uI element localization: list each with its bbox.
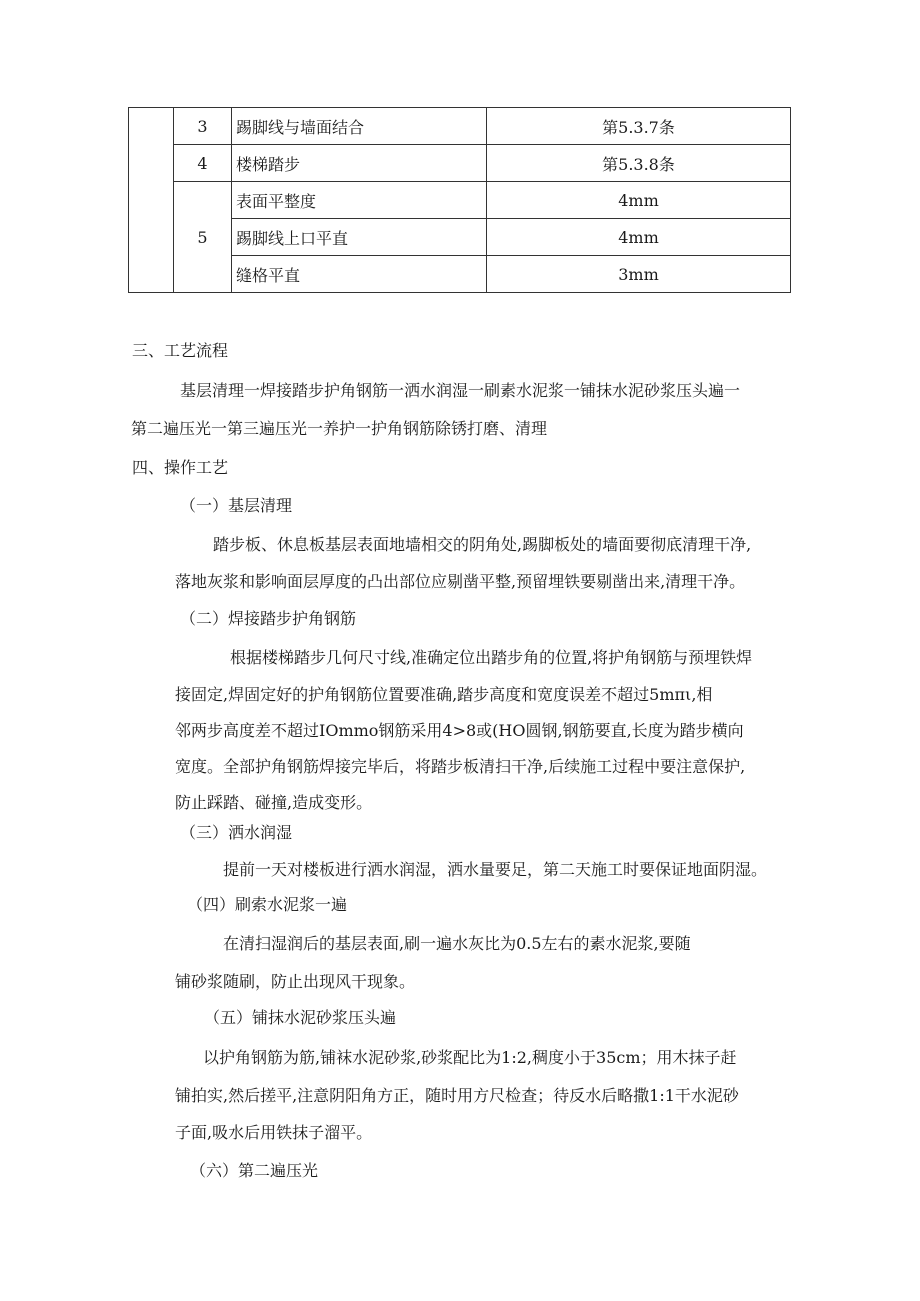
paragraph-line: 邻两步高度差不超过IOmmo钢筋采用4>8或(HO圆钢,钢筋要直,长度为踏步横向 bbox=[175, 721, 744, 740]
step-title: （五）铺抹水泥砂浆压头遍 bbox=[204, 1008, 397, 1027]
paragraph-line: 提前一天对楼板进行洒水润湿，洒水量要足，第二天施工时要保证地面阴湿。 bbox=[223, 860, 768, 879]
step-title: （六）第二遍压光 bbox=[190, 1161, 319, 1180]
step-title: （二）焊接踏步护角钢筋 bbox=[180, 609, 357, 628]
paragraph-line: 接固定,焊固定好的护角钢筋位置要准确,踏步高度和宽度误差不超过5mπι,相 bbox=[175, 685, 713, 704]
paragraph-line: 在清扫湿润后的基层表面,刷一遍水灰比为0.5左右的素水泥浆,要随 bbox=[223, 934, 691, 953]
table-row bbox=[129, 108, 791, 145]
spec-table bbox=[128, 107, 791, 293]
row-number: 5 bbox=[174, 182, 232, 293]
value-cell: 第5.3.8条 bbox=[487, 145, 791, 182]
paragraph-line: 防止踩踏、碰撞,造成变形。 bbox=[175, 793, 373, 812]
section-heading: 三、工艺流程 bbox=[132, 341, 229, 360]
item-cell: 踢脚线上口平直 bbox=[232, 219, 487, 256]
section-heading: 四、操作工艺 bbox=[132, 458, 229, 477]
step-title: （一）基层清理 bbox=[180, 496, 293, 515]
paragraph-line: 根据楼梯踏步几何尺寸线,准确定位出踏步角的位置,将护角钢筋与预埋铁焊 bbox=[230, 648, 753, 667]
paragraph-line: 宽度。全部护角钢筋焊接完毕后，将踏步板清扫干净,后续施工过程中要注意保护, bbox=[175, 757, 746, 776]
paragraph-line: 铺砂浆随刷，防止出现风干现象。 bbox=[175, 972, 416, 991]
item-cell: 踢脚线与墙面结合 bbox=[232, 108, 487, 145]
step-title: （四）刷索水泥浆一遍 bbox=[187, 895, 348, 914]
paragraph-line: 踏步板、休息板基层表面地墙相交的阴角处,踢脚板处的墙面要彻底清理干净, bbox=[213, 535, 752, 554]
table-row bbox=[129, 182, 791, 219]
paragraph-line: 基层清理一焊接踏步护角钢筋一洒水润湿一刷素水泥浆一铺抹水泥砂浆压头遍一 bbox=[180, 381, 741, 400]
value-cell: 3mm bbox=[487, 256, 791, 293]
step-title: （三）洒水润湿 bbox=[180, 823, 293, 842]
row-number: 4 bbox=[174, 145, 232, 182]
item-cell: 表面平整度 bbox=[232, 182, 487, 219]
paragraph-line: 铺拍实,然后搓平,注意阴阳角方正，随时用方尺检查；待反水后略撒1:1干水泥砂 bbox=[175, 1086, 739, 1105]
row-number: 3 bbox=[174, 108, 232, 145]
paragraph-line: 以护角钢筋为筋,铺袜水泥砂浆,砂浆配比为1:2,稠度小于35cm；用木抹子赶 bbox=[203, 1048, 737, 1067]
value-cell: 4mm bbox=[487, 182, 791, 219]
category-cell bbox=[129, 108, 174, 293]
value-cell: 4mm bbox=[487, 219, 791, 256]
table-row bbox=[129, 145, 791, 182]
value-cell: 第5.3.7条 bbox=[487, 108, 791, 145]
paragraph-line: 落地灰浆和影响面层厚度的凸出部位应剔凿平整,预留埋铁要剔凿出来,清理干净。 bbox=[175, 572, 746, 591]
item-cell: 缝格平直 bbox=[232, 256, 487, 293]
paragraph-line: 子面,吸水后用铁抹子溜平。 bbox=[175, 1123, 373, 1142]
item-cell: 楼梯踏步 bbox=[232, 145, 487, 182]
paragraph-line: 第二遍压光一第三遍压光一养护一护角钢筋除锈打磨、清理 bbox=[131, 419, 548, 438]
